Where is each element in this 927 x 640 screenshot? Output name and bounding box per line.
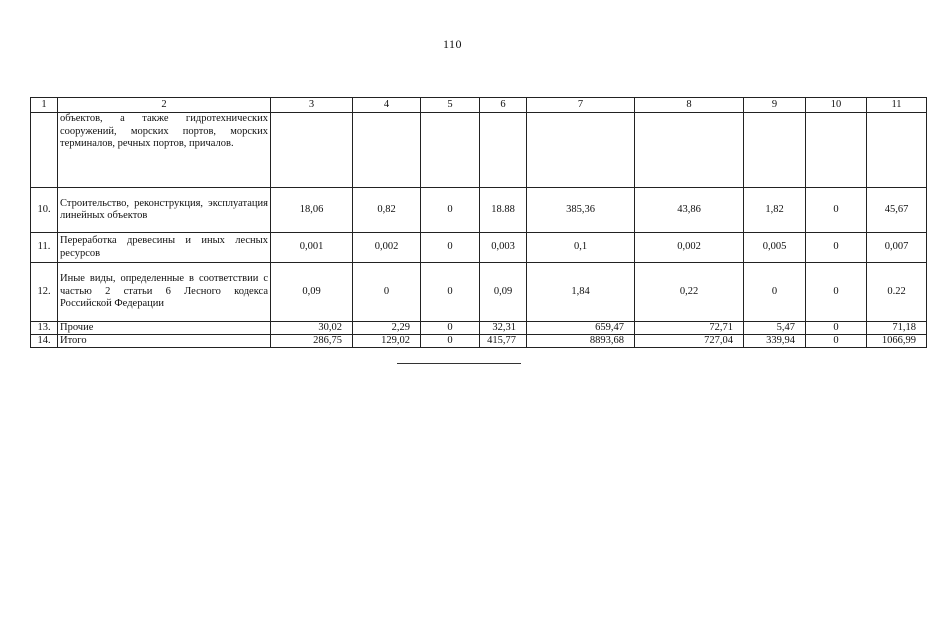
value-cell: 385,36 (527, 188, 635, 233)
value-cell: 0,005 (744, 233, 806, 263)
value-cell: 2,29 (353, 322, 421, 335)
value-cell: 0.22 (867, 263, 927, 322)
value-cell: 129,02 (353, 335, 421, 348)
header-cell: 3 (271, 98, 353, 113)
value-cell: 43,86 (635, 188, 744, 233)
value-cell: 0,22 (635, 263, 744, 322)
value-cell (353, 113, 421, 188)
value-cell: 0 (421, 233, 480, 263)
row-description: объектов, а также гидротехнических сооружений, морских портов, морских терминалов, речных портов, причалов. (58, 113, 271, 188)
value-cell: 0,003 (480, 233, 527, 263)
header-cell: 8 (635, 98, 744, 113)
row-description: Прочие (58, 322, 271, 335)
value-cell: 0 (806, 335, 867, 348)
value-cell (635, 113, 744, 188)
value-cell (867, 113, 927, 188)
value-cell: 0,09 (480, 263, 527, 322)
row-number: 10. (31, 188, 58, 233)
header-cell: 1 (31, 98, 58, 113)
table-row (31, 233, 927, 263)
table-row (31, 113, 927, 188)
value-cell: 0 (421, 335, 480, 348)
value-cell: 71,18 (867, 322, 927, 335)
value-cell: 0,002 (353, 233, 421, 263)
row-description: Переработка древесины и иных лесных ресурсов (58, 233, 271, 263)
row-number: 14. (31, 335, 58, 348)
row-number (31, 113, 58, 188)
value-cell: 659,47 (527, 322, 635, 335)
value-cell (271, 113, 353, 188)
header-cell: 5 (421, 98, 480, 113)
value-cell: 1,84 (527, 263, 635, 322)
row-description: Строительство, реконструкция, эксплуатация линейных объектов (58, 188, 271, 233)
row-description: Иные виды, определенные в соответствии с частью 2 статьи 6 Лесного кодекса Российской Федерации (58, 263, 271, 322)
value-cell: 0,1 (527, 233, 635, 263)
value-cell (806, 113, 867, 188)
value-cell: 1066,99 (867, 335, 927, 348)
value-cell: 339,94 (744, 335, 806, 348)
value-cell: 286,75 (271, 335, 353, 348)
value-cell: 30,02 (271, 322, 353, 335)
value-cell: 0,007 (867, 233, 927, 263)
value-cell: 45,67 (867, 188, 927, 233)
data-table (30, 97, 927, 348)
value-cell: 0,09 (271, 263, 353, 322)
header-cell: 7 (527, 98, 635, 113)
value-cell: 18.88 (480, 188, 527, 233)
value-cell: 0 (353, 263, 421, 322)
value-cell: 0 (806, 188, 867, 233)
header-cell: 9 (744, 98, 806, 113)
value-cell (480, 113, 527, 188)
header-cell: 11 (867, 98, 927, 113)
row-number: 13. (31, 322, 58, 335)
value-cell (527, 113, 635, 188)
value-cell: 0 (806, 322, 867, 335)
table-row (31, 188, 927, 233)
page-number: 110 (442, 37, 463, 51)
value-cell: 0,82 (353, 188, 421, 233)
header-cell: 6 (480, 98, 527, 113)
value-cell: 0 (421, 188, 480, 233)
table-row-total (31, 335, 927, 348)
value-cell: 72,71 (635, 322, 744, 335)
value-cell: 727,04 (635, 335, 744, 348)
value-cell: 0,001 (271, 233, 353, 263)
value-cell: 0 (421, 322, 480, 335)
header-cell: 2 (58, 98, 271, 113)
value-cell: 0 (421, 263, 480, 322)
value-cell: 0 (744, 263, 806, 322)
separator-line (397, 363, 521, 364)
value-cell: 0 (806, 233, 867, 263)
value-cell: 1,82 (744, 188, 806, 233)
value-cell (421, 113, 480, 188)
value-cell: 18,06 (271, 188, 353, 233)
value-cell: 0 (806, 263, 867, 322)
row-number: 11. (31, 233, 58, 263)
row-description: Итого (58, 335, 271, 348)
header-cell: 10 (806, 98, 867, 113)
value-cell: 8893,68 (527, 335, 635, 348)
row-number: 12. (31, 263, 58, 322)
header-cell: 4 (353, 98, 421, 113)
table-row (31, 322, 927, 335)
value-cell: 5,47 (744, 322, 806, 335)
table-row (31, 263, 927, 322)
value-cell: 415,77 (480, 335, 527, 348)
value-cell (744, 113, 806, 188)
value-cell: 32,31 (480, 322, 527, 335)
table-header-row (31, 98, 927, 113)
value-cell: 0,002 (635, 233, 744, 263)
